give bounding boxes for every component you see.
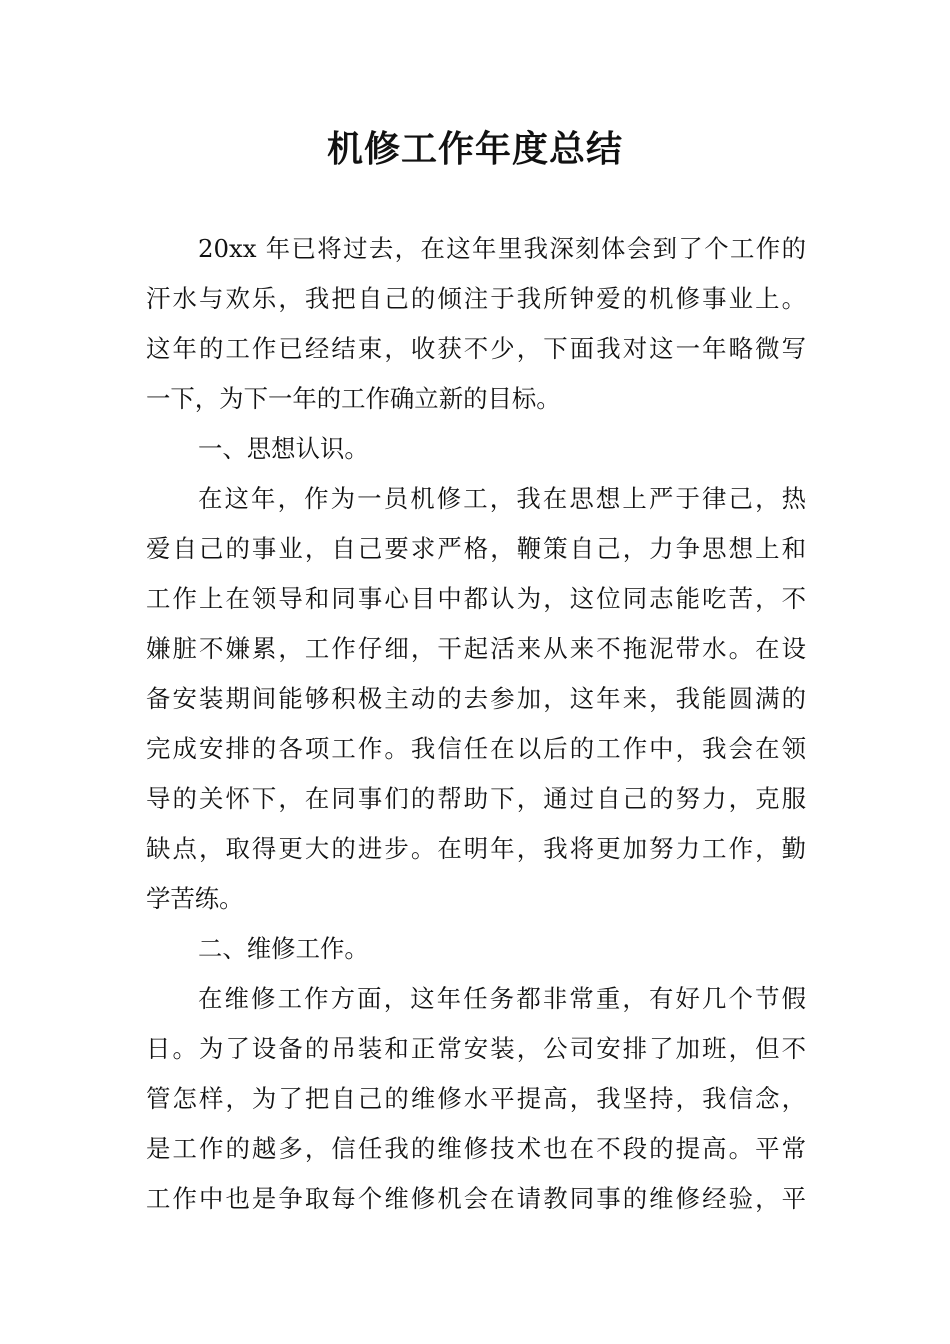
paragraph-line: 完成安排的各项工作。我信任在以后的工作中，我会在领 [146, 734, 806, 763]
paragraph-line: 20xx 年已将过去，在这年里我深刻体会到了个工作的 [198, 234, 806, 263]
paragraph-line: 是工作的越多，信任我的维修技术也在不段的提高。平常 [146, 1134, 806, 1163]
paragraph-line: 一下，为下一年的工作确立新的目标。 [146, 384, 561, 413]
paragraph-line: 嫌脏不嫌累，工作仔细，干起活来从来不拖泥带水。在设 [146, 634, 806, 663]
paragraph-line: 在维修工作方面，这年任务都非常重，有好几个节假 [198, 984, 806, 1013]
paragraph-line: 学苦练。 [146, 884, 244, 913]
paragraph-line: 导的关怀下，在同事们的帮助下，通过自己的努力，克服 [146, 784, 806, 813]
section-heading: 一、思想认识。 [198, 434, 369, 463]
paragraph-line: 工作中也是争取每个维修机会在请教同事的维修经验，平 [146, 1184, 806, 1213]
paragraph-line: 汗水与欢乐，我把自己的倾注于我所钟爱的机修事业上。 [146, 284, 806, 313]
paragraph-line: 管怎样，为了把自己的维修水平提高，我坚持，我信念， [146, 1084, 806, 1113]
paragraph-line: 备安装期间能够积极主动的去参加，这年来，我能圆满的 [146, 684, 806, 713]
document-title: 机修工作年度总结 [326, 129, 623, 170]
paragraph-line: 爱自己的事业，自己要求严格，鞭策自己，力争思想上和 [146, 534, 806, 563]
paragraph-line: 在这年，作为一员机修工，我在思想上严于律己，热 [198, 484, 806, 513]
paragraph-line: 这年的工作已经结束，收获不少，下面我对这一年略微写 [146, 334, 806, 363]
paragraph-line: 缺点，取得更大的进步。在明年，我将更加努力工作，勤 [146, 834, 806, 863]
paragraph-line: 日。为了设备的吊装和正常安装，公司安排了加班，但不 [146, 1034, 806, 1063]
paragraph-line: 工作上在领导和同事心目中都认为，这位同志能吃苦，不 [146, 584, 806, 613]
section-heading: 二、维修工作。 [198, 934, 369, 963]
